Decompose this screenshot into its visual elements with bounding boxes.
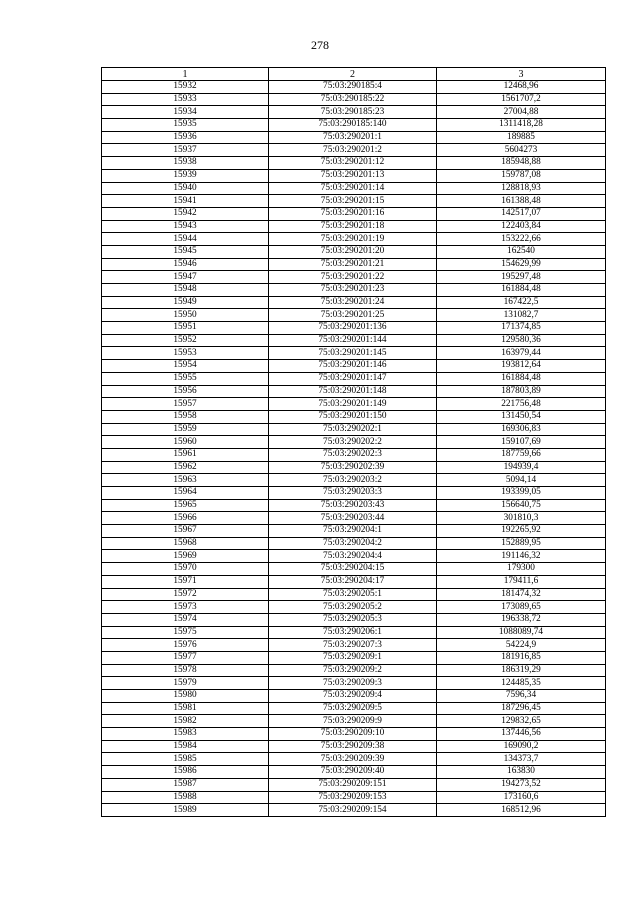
- value-cell: 194939,4: [437, 461, 606, 474]
- table-row: [102, 245, 606, 258]
- cadastral-number-cell: 75:03:290201:146: [269, 360, 437, 373]
- row-number-cell: 15942: [102, 207, 269, 220]
- value-cell: 185948,88: [437, 157, 606, 170]
- row-number-cell: 15962: [102, 461, 269, 474]
- cadastral-number-cell: 75:03:290209:5: [269, 702, 437, 715]
- row-number-cell: 15954: [102, 360, 269, 373]
- row-number-cell: 15946: [102, 258, 269, 271]
- table-row: [102, 398, 606, 411]
- row-number-cell: 15970: [102, 563, 269, 576]
- row-number-cell: 15989: [102, 804, 269, 817]
- row-number-cell: 15947: [102, 271, 269, 284]
- value-cell: 171374,85: [437, 322, 606, 335]
- table-row: [102, 131, 606, 144]
- table-row: [102, 436, 606, 449]
- table-row: [102, 233, 606, 246]
- cadastral-number-cell: 75:03:290203:2: [269, 474, 437, 487]
- table-row: [102, 271, 606, 284]
- value-cell: 192265,92: [437, 525, 606, 538]
- value-cell: 1088089,74: [437, 626, 606, 639]
- value-cell: 187759,66: [437, 448, 606, 461]
- value-cell: 187803,89: [437, 385, 606, 398]
- row-number-cell: 15975: [102, 626, 269, 639]
- value-cell: 152889,95: [437, 537, 606, 550]
- cadastral-number-cell: 75:03:290201:150: [269, 410, 437, 423]
- column-header-value: 3: [437, 68, 606, 81]
- row-number-cell: 15935: [102, 119, 269, 132]
- cadastral-number-cell: 75:03:290202:39: [269, 461, 437, 474]
- table-row: [102, 410, 606, 423]
- row-number-cell: 15939: [102, 169, 269, 182]
- table-row: [102, 258, 606, 271]
- table-row: [102, 525, 606, 538]
- cadastral-number-cell: 75:03:290201:21: [269, 258, 437, 271]
- row-number-cell: 15972: [102, 588, 269, 601]
- value-cell: 173160,6: [437, 791, 606, 804]
- cadastral-number-cell: 75:03:290201:145: [269, 347, 437, 360]
- row-number-cell: 15944: [102, 233, 269, 246]
- value-cell: 221756,48: [437, 398, 606, 411]
- row-number-cell: 15969: [102, 550, 269, 563]
- table-row: [102, 766, 606, 779]
- value-cell: 159107,69: [437, 436, 606, 449]
- cadastral-number-cell: 75:03:290201:144: [269, 334, 437, 347]
- table-row: [102, 487, 606, 500]
- table-row: [102, 690, 606, 703]
- cadastral-number-cell: 75:03:290209:2: [269, 664, 437, 677]
- cadastral-number-cell: 75:03:290201:148: [269, 385, 437, 398]
- row-number-cell: 15961: [102, 448, 269, 461]
- table-row: [102, 372, 606, 385]
- value-cell: 12468,96: [437, 81, 606, 94]
- row-number-cell: 15973: [102, 601, 269, 614]
- cadastral-number-cell: 75:03:290207:3: [269, 639, 437, 652]
- table-row: [102, 791, 606, 804]
- cadastral-number-cell: 75:03:290201:16: [269, 207, 437, 220]
- row-number-cell: 15949: [102, 296, 269, 309]
- row-number-cell: 15983: [102, 728, 269, 741]
- cadastral-value-table: [101, 67, 606, 817]
- cadastral-number-cell: 75:03:290201:19: [269, 233, 437, 246]
- cadastral-number-cell: 75:03:290202:1: [269, 423, 437, 436]
- table-row: [102, 157, 606, 170]
- row-number-cell: 15940: [102, 182, 269, 195]
- value-cell: 189885: [437, 131, 606, 144]
- table-row: [102, 360, 606, 373]
- value-cell: 191146,32: [437, 550, 606, 563]
- cadastral-number-cell: 75:03:290201:136: [269, 322, 437, 335]
- cadastral-number-cell: 75:03:290204:4: [269, 550, 437, 563]
- cadastral-number-cell: 75:03:290201:12: [269, 157, 437, 170]
- value-cell: 5604273: [437, 144, 606, 157]
- row-number-cell: 15932: [102, 81, 269, 94]
- row-number-cell: 15956: [102, 385, 269, 398]
- value-cell: 1311418,28: [437, 119, 606, 132]
- value-cell: 179300: [437, 563, 606, 576]
- cadastral-number-cell: 75:03:290209:39: [269, 753, 437, 766]
- cadastral-number-cell: 75:03:290201:149: [269, 398, 437, 411]
- table-row: [102, 702, 606, 715]
- table-row: [102, 550, 606, 563]
- cadastral-number-cell: 75:03:290209:151: [269, 778, 437, 791]
- value-cell: 163979,44: [437, 347, 606, 360]
- row-number-cell: 15979: [102, 677, 269, 690]
- value-cell: 134373,7: [437, 753, 606, 766]
- value-cell: 193399,05: [437, 487, 606, 500]
- table-row: [102, 169, 606, 182]
- cadastral-number-cell: 75:03:290205:1: [269, 588, 437, 601]
- value-cell: 181474,32: [437, 588, 606, 601]
- table-row: [102, 474, 606, 487]
- page-number: 278: [311, 38, 329, 52]
- row-number-cell: 15943: [102, 220, 269, 233]
- row-number-cell: 15953: [102, 347, 269, 360]
- table-row: [102, 334, 606, 347]
- cadastral-number-cell: 75:03:290201:24: [269, 296, 437, 309]
- row-number-cell: 15966: [102, 512, 269, 525]
- cadastral-number-cell: 75:03:290209:40: [269, 766, 437, 779]
- table-row: [102, 575, 606, 588]
- value-cell: 168512,96: [437, 804, 606, 817]
- value-cell: 129832,65: [437, 715, 606, 728]
- row-number-cell: 15980: [102, 690, 269, 703]
- table-row: [102, 664, 606, 677]
- value-cell: 196338,72: [437, 613, 606, 626]
- cadastral-number-cell: 75:03:290185:4: [269, 81, 437, 94]
- table-row: [102, 93, 606, 106]
- cadastral-number-cell: 75:03:290201:147: [269, 372, 437, 385]
- table-row: [102, 207, 606, 220]
- value-cell: 27004,88: [437, 106, 606, 119]
- row-number-cell: 15988: [102, 791, 269, 804]
- table-row: [102, 740, 606, 753]
- row-number-cell: 15982: [102, 715, 269, 728]
- value-cell: 131450,54: [437, 410, 606, 423]
- cadastral-number-cell: 75:03:290201:20: [269, 245, 437, 258]
- table-row: [102, 778, 606, 791]
- value-cell: 128818,93: [437, 182, 606, 195]
- row-number-cell: 15965: [102, 499, 269, 512]
- table-row: [102, 639, 606, 652]
- cadastral-number-cell: 75:03:290209:9: [269, 715, 437, 728]
- table-row: [102, 119, 606, 132]
- table-row: [102, 461, 606, 474]
- cadastral-number-cell: 75:03:290204:1: [269, 525, 437, 538]
- cadastral-number-cell: 75:03:290185:140: [269, 119, 437, 132]
- row-number-cell: 15952: [102, 334, 269, 347]
- cadastral-number-cell: 75:03:290201:22: [269, 271, 437, 284]
- table-row: [102, 296, 606, 309]
- value-cell: 159787,08: [437, 169, 606, 182]
- table-row: [102, 144, 606, 157]
- value-cell: 301810,3: [437, 512, 606, 525]
- cadastral-number-cell: 75:03:290201:13: [269, 169, 437, 182]
- value-cell: 161388,48: [437, 195, 606, 208]
- cadastral-number-cell: 75:03:290205:3: [269, 613, 437, 626]
- value-cell: 187296,45: [437, 702, 606, 715]
- row-number-cell: 15986: [102, 766, 269, 779]
- table-row: [102, 677, 606, 690]
- cadastral-number-cell: 75:03:290185:22: [269, 93, 437, 106]
- row-number-cell: 15960: [102, 436, 269, 449]
- row-number-cell: 15971: [102, 575, 269, 588]
- table-row: [102, 499, 606, 512]
- table-row: [102, 588, 606, 601]
- row-number-cell: 15981: [102, 702, 269, 715]
- cadastral-number-cell: 75:03:290185:23: [269, 106, 437, 119]
- value-cell: 122403,84: [437, 220, 606, 233]
- row-number-cell: 15976: [102, 639, 269, 652]
- table-row: [102, 322, 606, 335]
- table-row: [102, 448, 606, 461]
- table-row: [102, 563, 606, 576]
- row-number-cell: 15937: [102, 144, 269, 157]
- value-cell: 181916,85: [437, 651, 606, 664]
- value-cell: 7596,34: [437, 690, 606, 703]
- table-row: [102, 651, 606, 664]
- row-number-cell: 15974: [102, 613, 269, 626]
- value-cell: 169306,83: [437, 423, 606, 436]
- cadastral-number-cell: 75:03:290201:1: [269, 131, 437, 144]
- row-number-cell: 15978: [102, 664, 269, 677]
- value-cell: 161884,48: [437, 372, 606, 385]
- cadastral-number-cell: 75:03:290202:2: [269, 436, 437, 449]
- table-row: [102, 182, 606, 195]
- value-cell: 54224,9: [437, 639, 606, 652]
- value-cell: 162540: [437, 245, 606, 258]
- row-number-cell: 15985: [102, 753, 269, 766]
- value-cell: 161884,48: [437, 284, 606, 297]
- cadastral-number-cell: 75:03:290203:44: [269, 512, 437, 525]
- table-row: [102, 81, 606, 94]
- table-row: [102, 220, 606, 233]
- value-cell: 137446,56: [437, 728, 606, 741]
- cadastral-number-cell: 75:03:290209:38: [269, 740, 437, 753]
- value-cell: 129580,36: [437, 334, 606, 347]
- value-cell: 131082,7: [437, 309, 606, 322]
- table-row: [102, 601, 606, 614]
- value-cell: 193812,64: [437, 360, 606, 373]
- table-row: [102, 613, 606, 626]
- cadastral-number-cell: 75:03:290204:17: [269, 575, 437, 588]
- row-number-cell: 15951: [102, 322, 269, 335]
- row-number-cell: 15977: [102, 651, 269, 664]
- table-row: [102, 715, 606, 728]
- cadastral-number-cell: 75:03:290201:23: [269, 284, 437, 297]
- row-number-cell: 15950: [102, 309, 269, 322]
- row-number-cell: 15987: [102, 778, 269, 791]
- table-row: [102, 309, 606, 322]
- cadastral-number-cell: 75:03:290209:3: [269, 677, 437, 690]
- cadastral-number-cell: 75:03:290209:4: [269, 690, 437, 703]
- row-number-cell: 15958: [102, 410, 269, 423]
- cadastral-number-cell: 75:03:290201:25: [269, 309, 437, 322]
- cadastral-number-cell: 75:03:290209:153: [269, 791, 437, 804]
- value-cell: 186319,29: [437, 664, 606, 677]
- table-row: [102, 753, 606, 766]
- row-number-cell: 15963: [102, 474, 269, 487]
- value-cell: 167422,5: [437, 296, 606, 309]
- row-number-cell: 15967: [102, 525, 269, 538]
- row-number-cell: 15948: [102, 284, 269, 297]
- row-number-cell: 15968: [102, 537, 269, 550]
- value-cell: 194273,52: [437, 778, 606, 791]
- cadastral-number-cell: 75:03:290205:2: [269, 601, 437, 614]
- value-cell: 153222,66: [437, 233, 606, 246]
- cadastral-number-cell: 75:03:290206:1: [269, 626, 437, 639]
- value-cell: 154629,99: [437, 258, 606, 271]
- column-header-number: 1: [102, 68, 269, 81]
- row-number-cell: 15933: [102, 93, 269, 106]
- cadastral-number-cell: 75:03:290209:154: [269, 804, 437, 817]
- row-number-cell: 15984: [102, 740, 269, 753]
- cadastral-number-cell: 75:03:290203:3: [269, 487, 437, 500]
- cadastral-number-cell: 75:03:290201:2: [269, 144, 437, 157]
- table-row: [102, 537, 606, 550]
- row-number-cell: 15959: [102, 423, 269, 436]
- value-cell: 173089,65: [437, 601, 606, 614]
- row-number-cell: 15957: [102, 398, 269, 411]
- cadastral-number-cell: 75:03:290201:18: [269, 220, 437, 233]
- table-row: [102, 284, 606, 297]
- table-header-row: [102, 68, 606, 81]
- table-row: [102, 423, 606, 436]
- cadastral-number-cell: 75:03:290202:3: [269, 448, 437, 461]
- value-cell: 1561707,2: [437, 93, 606, 106]
- table-row: [102, 804, 606, 817]
- row-number-cell: 15941: [102, 195, 269, 208]
- row-number-cell: 15938: [102, 157, 269, 170]
- cadastral-number-cell: 75:03:290201:14: [269, 182, 437, 195]
- value-cell: 163830: [437, 766, 606, 779]
- table-body: [102, 81, 606, 817]
- cadastral-number-cell: 75:03:290209:1: [269, 651, 437, 664]
- table-row: [102, 347, 606, 360]
- table-row: [102, 728, 606, 741]
- row-number-cell: 15936: [102, 131, 269, 144]
- row-number-cell: 15955: [102, 372, 269, 385]
- cadastral-number-cell: 75:03:290204:15: [269, 563, 437, 576]
- cadastral-number-cell: 75:03:290204:2: [269, 537, 437, 550]
- column-header-cadastral-number: 2: [269, 68, 437, 81]
- row-number-cell: 15934: [102, 106, 269, 119]
- value-cell: 179411,6: [437, 575, 606, 588]
- value-cell: 169090,2: [437, 740, 606, 753]
- cadastral-number-cell: 75:03:290209:10: [269, 728, 437, 741]
- value-cell: 124485,35: [437, 677, 606, 690]
- table-row: [102, 195, 606, 208]
- cadastral-number-cell: 75:03:290201:15: [269, 195, 437, 208]
- table-row: [102, 512, 606, 525]
- row-number-cell: 15964: [102, 487, 269, 500]
- table-row: [102, 626, 606, 639]
- row-number-cell: 15945: [102, 245, 269, 258]
- value-cell: 5094,14: [437, 474, 606, 487]
- value-cell: 156640,75: [437, 499, 606, 512]
- value-cell: 142517,07: [437, 207, 606, 220]
- value-cell: 195297,48: [437, 271, 606, 284]
- table-row: [102, 106, 606, 119]
- table-row: [102, 385, 606, 398]
- cadastral-number-cell: 75:03:290203:43: [269, 499, 437, 512]
